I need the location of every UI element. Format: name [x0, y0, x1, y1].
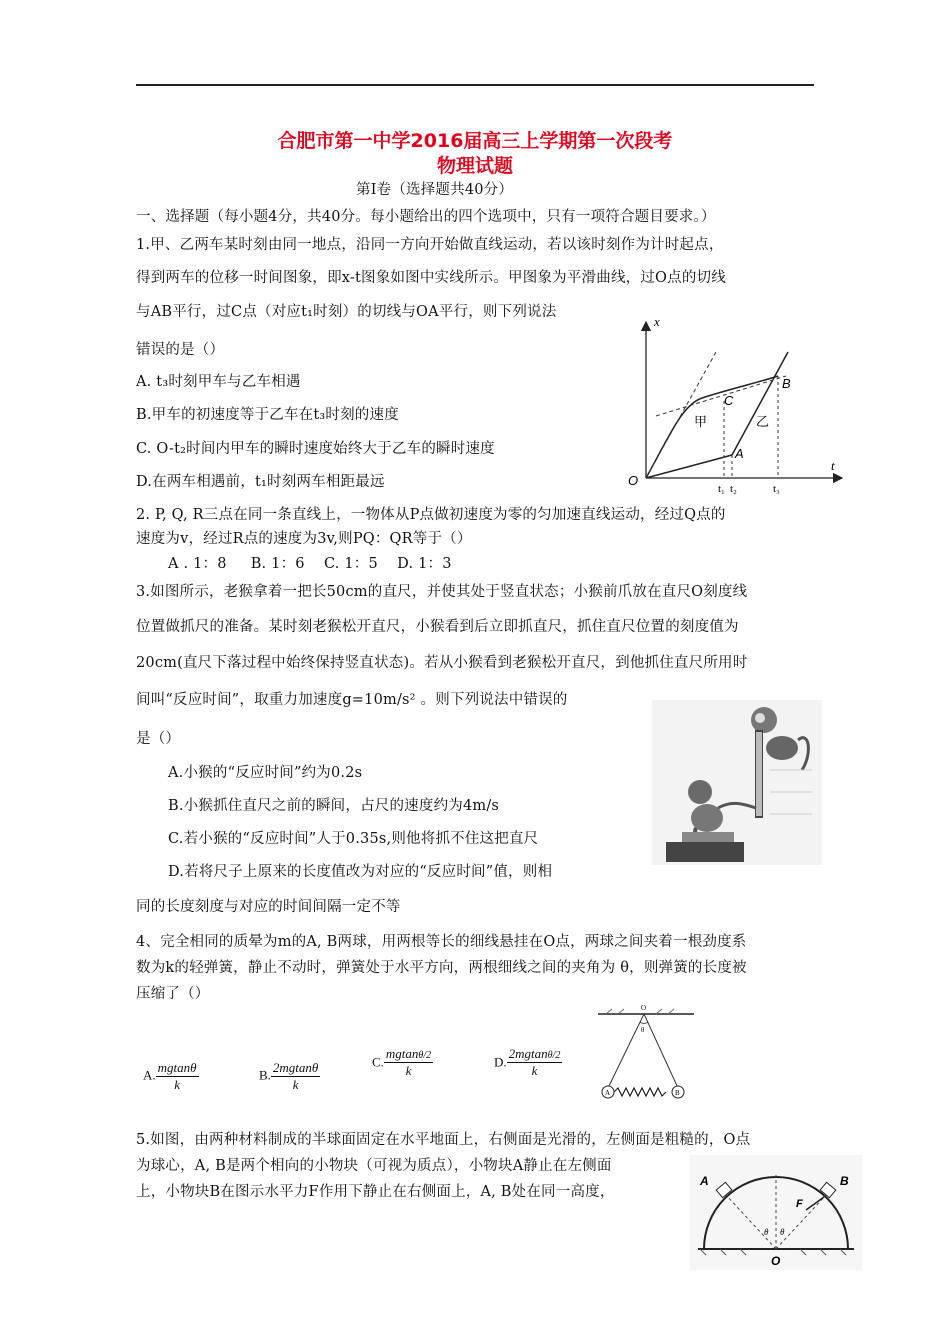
spring	[614, 1088, 666, 1096]
q4-option-d-label: D.	[494, 1054, 507, 1070]
q3-line: 3.如图所示，老猴拿着一把长50cm的直尺，并使其处于竖直状态；小猴前爪放在直尺O刻度线	[136, 584, 748, 600]
q4-option-c-half: θ/2	[418, 1050, 432, 1061]
line-yi-oa	[646, 455, 732, 478]
q2-line: 速度为v，经过R点的速度为3v,则PQ：QR等于（）	[136, 531, 472, 547]
point-a: A	[735, 446, 744, 461]
q5-angle-right: θ	[780, 1227, 785, 1237]
q3-line: 间叫“反应时间”，取重力加速度g=10m/s² 。则下列说法中错误的	[136, 692, 568, 708]
q4-option-c-label: C.	[372, 1054, 384, 1070]
line-label-yi: 乙	[756, 415, 770, 430]
point-b: B	[782, 376, 791, 391]
q5-hemisphere-figure	[690, 1155, 862, 1270]
q1-option-d: D.在两车相遇前，t₁时刻两车相距最远	[136, 474, 385, 490]
y-axis-label: x	[654, 314, 660, 329]
q4-ball-b: B	[675, 1089, 680, 1097]
tick-t1: t₁	[718, 483, 725, 495]
exam-subject: 物理试题	[436, 155, 513, 177]
q4-ball-a: A	[605, 1089, 611, 1097]
q3-line: 是（）	[136, 731, 181, 747]
tangent-c	[656, 376, 786, 416]
q4-option-b-den: k	[292, 1077, 299, 1092]
line-yi-ab	[732, 352, 788, 455]
q3-option-d: D.若将尺子上原来的长度值改为对应的“反应时间”值，则相	[168, 864, 553, 880]
x-axis-label: t	[831, 458, 835, 473]
q1-line: 得到两车的位移一时间图象，即x-t图象如图中实线所示。甲图象为平滑曲线，过O点的切线	[136, 270, 726, 286]
q5-line: 5.如图，由两种材料制成的半球面固定在水平地面上，右侧面是光滑的，左侧面是粗糙的，O点	[136, 1132, 751, 1148]
tick-t3: t₃	[773, 483, 780, 495]
q4-option-a	[143, 1060, 199, 1093]
exam-title: 合肥市第一中学2016届高三上学期第一次段考	[277, 130, 673, 152]
q4-option-d-den: k	[531, 1063, 538, 1078]
tick-t2: t₂	[730, 483, 737, 495]
q4-option-d-half: θ/2	[547, 1050, 561, 1061]
q4-option-b	[259, 1060, 320, 1093]
q4-line: 数为k的轻弹簧，静止不动时，弹簧处于水平方向，两根细线之间的夹角为 θ，则弹簧的长度被	[136, 960, 747, 976]
q3-option-c: C.若小猴的“反应时间”人于0.35s,则他将抓不住这把直尺	[168, 831, 539, 847]
q4-option-c-num: mgtan	[385, 1046, 419, 1061]
q4-line: 4、完全相同的质晕为m的A, B两球，用两根等长的细线悬挂在O点，两球之间夹着一根劲度系	[136, 934, 747, 950]
q1-option-a: A. t₃时刻甲车与乙车相遇	[136, 374, 301, 390]
q3-line: 同的长度刻度与对应的时间间隔一定不等	[136, 899, 401, 915]
q5-line: 上，小物块B在图示水平力F作用下静止在右侧面上，A, B处在同一高度，	[136, 1184, 615, 1200]
q3-option-a: A.小猴的“反应时间”约为0.2s	[168, 765, 363, 781]
q1-xt-graph	[620, 310, 850, 495]
q4-line: 压缩了（）	[136, 986, 210, 1002]
curve-label-jia: 甲	[694, 415, 708, 430]
q4-option-c-den: k	[405, 1063, 412, 1078]
q5-force-f: F	[796, 1198, 803, 1210]
q4-spring-figure	[596, 1002, 696, 1102]
q4-option-b-label: B.	[259, 1067, 271, 1083]
q5-block-a: A	[700, 1174, 709, 1188]
q4-option-d-num: 2mgtan	[508, 1046, 548, 1061]
section-heading: 第Ⅰ卷（选择题共40分）	[356, 182, 514, 198]
q5-angle-left: θ	[764, 1227, 769, 1237]
q4-option-c	[372, 1046, 433, 1079]
q5-block-b: B	[840, 1174, 849, 1188]
q5-line: 为球心，A, B是两个相向的小物块（可视为质点），小物块A静止在左侧面	[136, 1158, 612, 1174]
q4-option-a-den: k	[174, 1077, 180, 1092]
q1-option-c: C. O-t₂时间内甲车的瞬时速度始终大于乙车的瞬时速度	[136, 441, 495, 457]
q4-option-d	[494, 1046, 562, 1079]
q2-options: A . 1：8 B. 1：6 C. 1：5 D. 1：3	[168, 556, 452, 572]
q4-option-a-num: mgtanθ	[157, 1060, 197, 1075]
q1-line: 1.甲、乙两车某时刻由同一地点，沿同一方向开始做直线运动，若以该时刻作为计时起点，	[136, 237, 724, 253]
q3-option-b: B.小猴抓住直尺之前的瞬间，占尺的速度约为4m/s	[168, 798, 500, 814]
q3-line: 位置做抓尺的准备。某时刻老猴松开直尺，小猴看到后立即抓直尺，抓住直尺位置的刻度值为	[136, 619, 739, 635]
q2-line: 2. P, Q, R三点在同一条直线上，一物体从P点做初速度为零的匀加速直线运动，经过Q点的	[136, 507, 726, 523]
monkey-ruler-image	[652, 700, 822, 865]
q1-line: 与AB平行，过C点（对应t₁时刻）的切线与OA平行，则下列说法	[136, 304, 557, 320]
q5-center-o: O	[771, 1254, 781, 1268]
header-rule	[136, 84, 814, 86]
q4-angle-theta: θ	[641, 1026, 645, 1034]
q3-line: 20cm(直尺下落过程中始终保持竖直状态)。若从小猴看到老猴松开直尺，到他抓住直尺所用时	[136, 655, 748, 671]
origin-label: O	[628, 473, 639, 488]
q4-pivot-o: O	[641, 1004, 647, 1012]
point-c: C	[724, 393, 734, 408]
q1-option-b: B.甲车的初速度等于乙车在t₃时刻的速度	[136, 407, 399, 423]
instructions: 一、选择题（每小题4分，共40分。每小题给出的四个选项中，只有一项符合题目要求。）	[136, 209, 716, 225]
q4-option-a-label: A.	[143, 1067, 156, 1083]
q4-option-b-num: 2mgtanθ	[272, 1060, 319, 1075]
q1-line: 错误的是（）	[136, 342, 225, 358]
